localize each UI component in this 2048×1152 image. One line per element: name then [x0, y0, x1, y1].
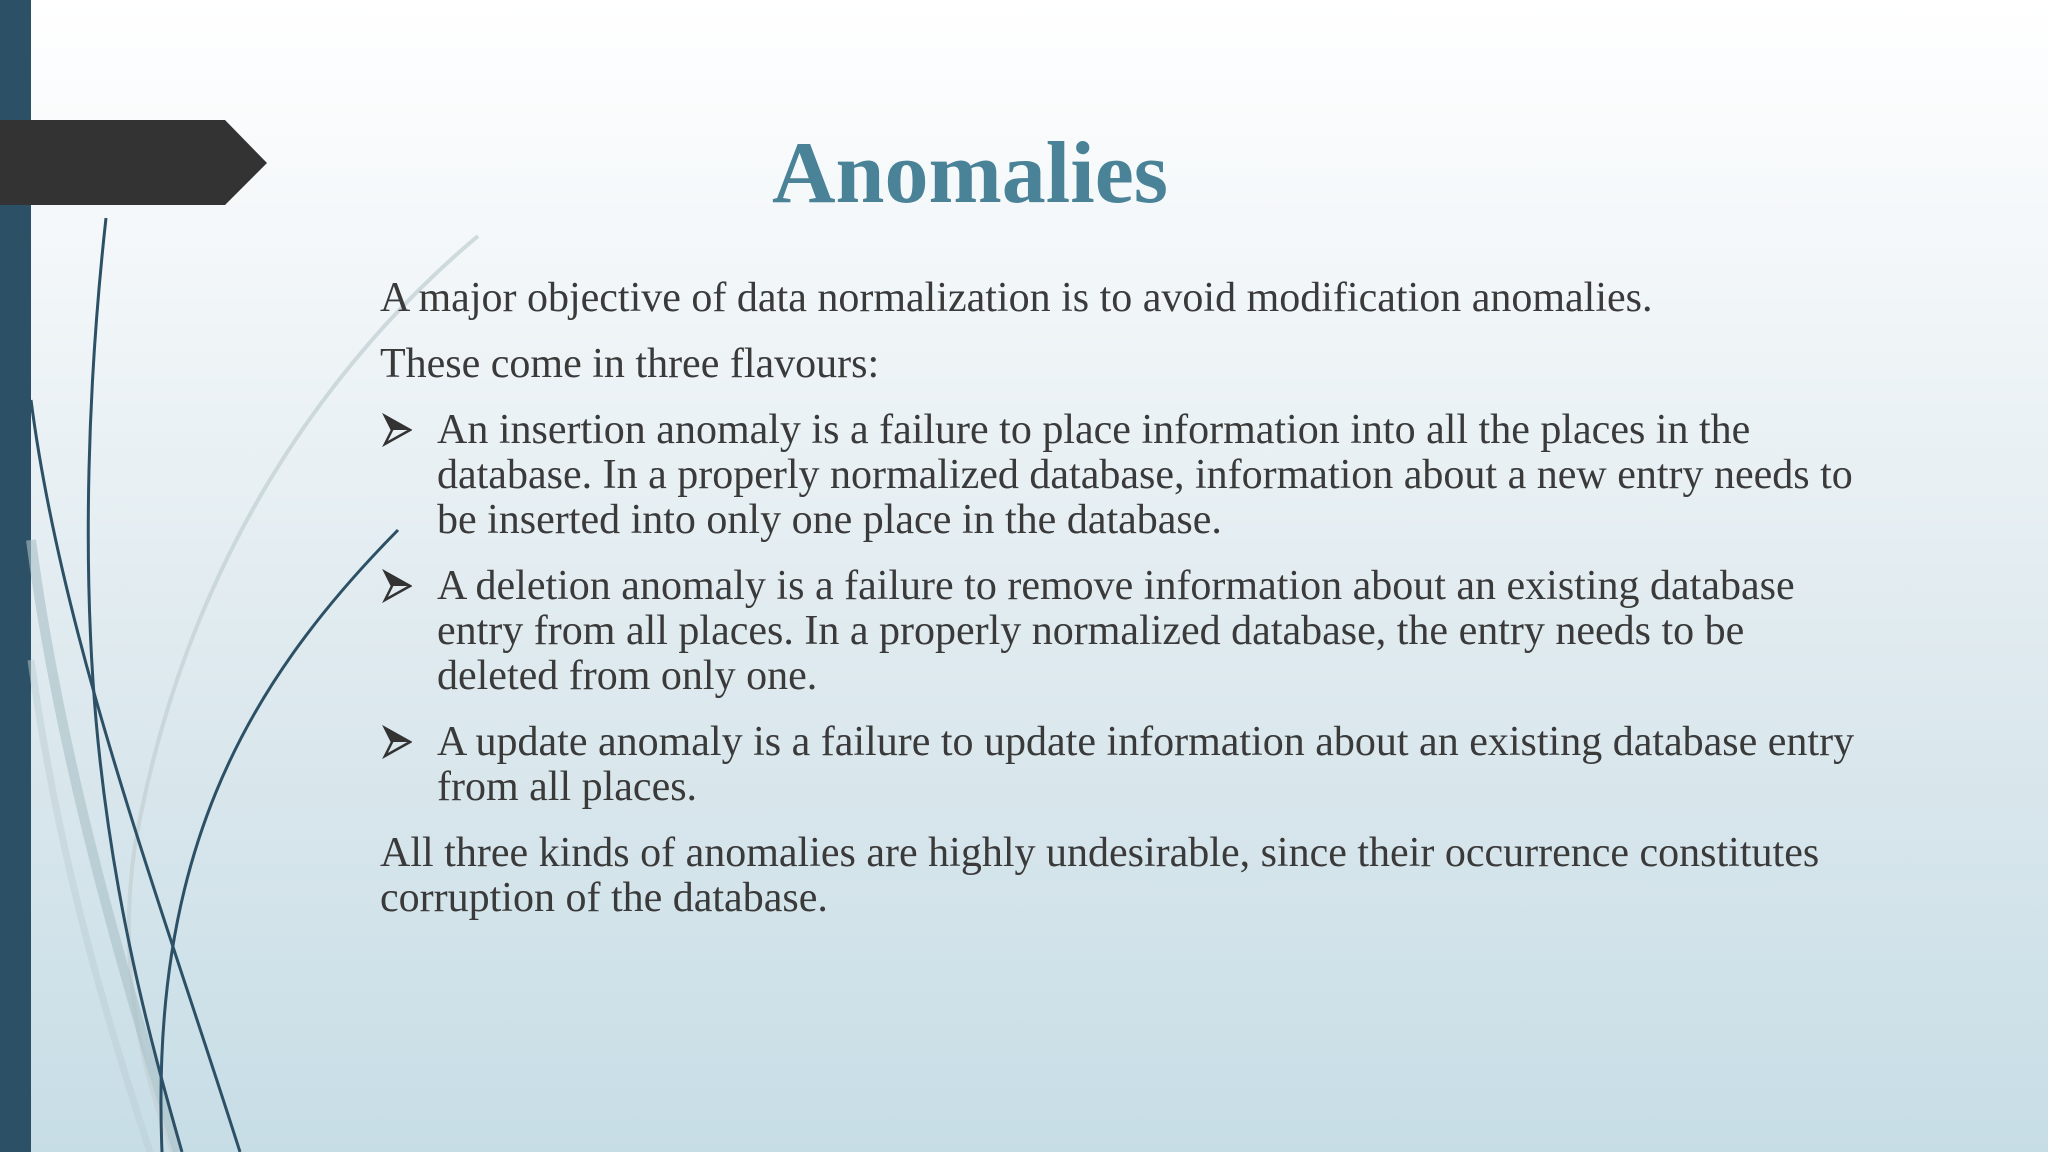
intro-paragraph-1: A major objective of data normalization is to avoid modification anomalies.	[380, 275, 1653, 321]
slide-title: Anomalies	[772, 125, 1168, 222]
curve-light-3	[31, 660, 150, 1152]
anomaly-list	[380, 408, 1860, 810]
intro-paragraph-2: These come in three flavours:	[380, 341, 880, 387]
arrowhead-bullet-icon	[382, 725, 412, 759]
conclusion-paragraph: All three kinds of anomalies are highly undesirable, since their occurrence constitutes corruption of the database.	[380, 830, 1820, 921]
bullet-text: An insertion anomaly is a failure to place information into all the places in the database. In a properly normalized database, information about a new entry needs to be inserted into only one place in the database.	[437, 407, 1853, 543]
slide-body	[380, 276, 1860, 942]
bullet-text: A deletion anomaly is a failure to remove information about an existing database entry from all places. In a properly normalized database, the entry needs to be deleted from only one.	[437, 563, 1795, 699]
bullet-text: A update anomaly is a failure to update information about an existing database entry from all places.	[437, 719, 1855, 810]
arrowhead-bullet-icon	[382, 413, 412, 447]
bullet-insertion-anomaly	[380, 408, 1860, 543]
arrowhead-bullet-icon	[382, 569, 412, 603]
bullet-update-anomaly	[380, 720, 1860, 810]
bullet-deletion-anomaly	[380, 564, 1860, 699]
curve-dark-2	[31, 400, 240, 1152]
